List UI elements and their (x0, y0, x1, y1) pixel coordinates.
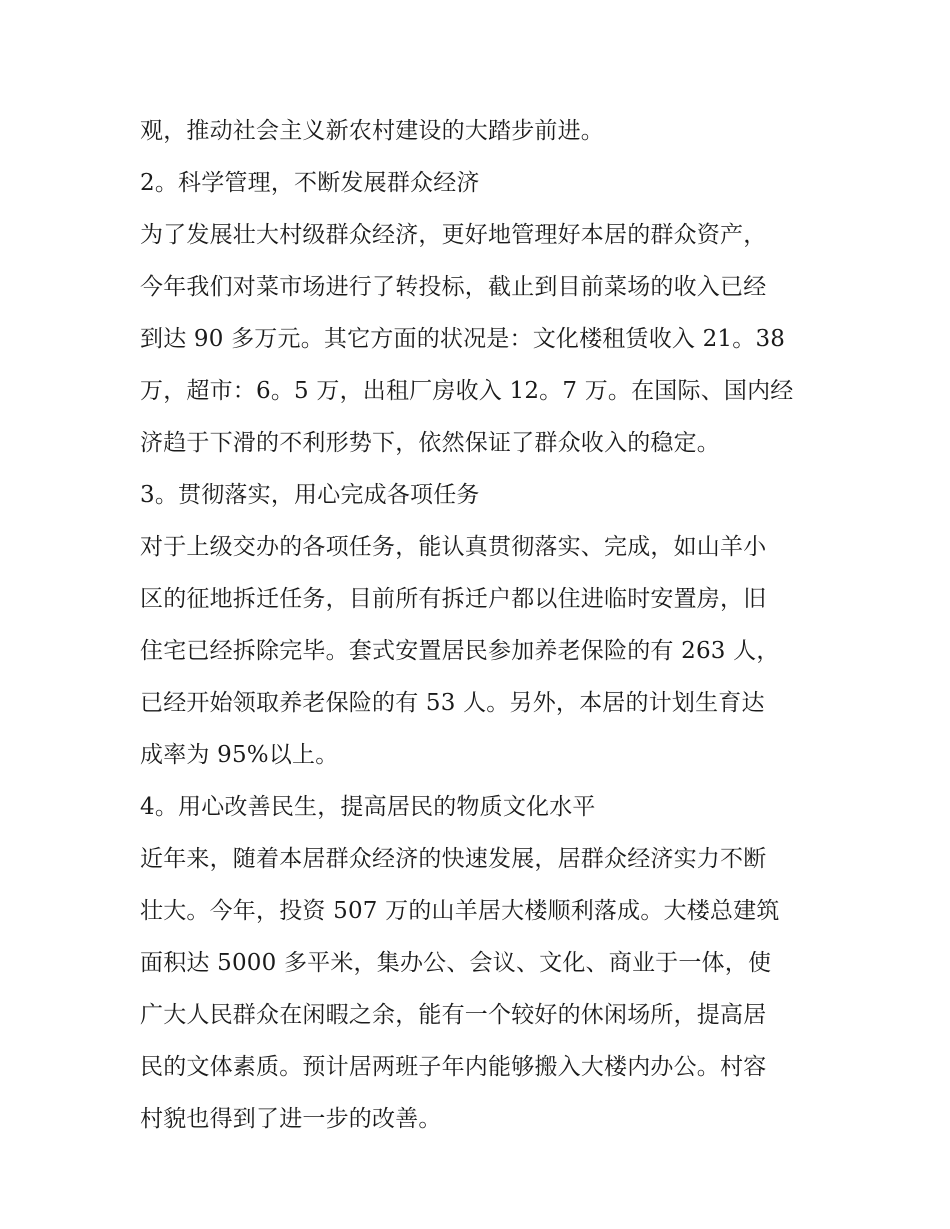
text-line: 面积达 5000 多平米，集办公、会议、文化、商业于一体，使 (140, 950, 772, 976)
section-heading: 3。贯彻落实，用心完成各项任务 (140, 482, 480, 508)
text-line: 对于上级交办的各项任务，能认真贯彻落实、完成，如山羊小 (140, 534, 767, 560)
text-line: 万，超市：6。5 万，出租厂房收入 12。7 万。在国际、国内经 (140, 378, 794, 404)
text-line: 壮大。今年，投资 507 万的山羊居大楼顺利落成。大楼总建筑 (140, 898, 780, 924)
text-line: 济趋于下滑的不利形势下，依然保证了群众收入的稳定。 (140, 430, 720, 456)
text-line: 到达 90 多万元。其它方面的状况是：文化楼租赁收入 21。38 (140, 326, 786, 352)
text-line: 广大人民群众在闲暇之余，能有一个较好的休闲场所，提高居 (140, 1002, 767, 1028)
text-line: 为了发展壮大村级群众经济，更好地管理好本居的群众资产， (140, 222, 767, 248)
text-line: 今年我们对菜市场进行了转投标，截止到目前菜场的收入已经 (140, 274, 767, 300)
text-line: 村貌也得到了进一步的改善。 (140, 1106, 442, 1132)
text-line: 观，推动社会主义新农村建设的大踏步前进。 (140, 118, 604, 144)
text-line: 区的征地拆迁任务，目前所有拆迁户都以住进临时安置房，旧 (140, 586, 767, 612)
text-line: 住宅已经拆除完毕。套式安置居民参加养老保险的有 263 人， (140, 638, 780, 664)
section-heading: 2。科学管理，不断发展群众经济 (140, 170, 480, 196)
text-line: 近年来，随着本居群众经济的快速发展，居群众经济实力不断 (140, 846, 767, 872)
text-line: 成率为 95%以上。 (140, 742, 339, 768)
text-line: 民的文体素质。预计居两班子年内能够搬入大楼内办公。村容 (140, 1054, 767, 1080)
section-heading: 4。用心改善民生，提高居民的物质文化水平 (140, 794, 596, 820)
document-body (140, 105, 820, 1145)
text-line: 已经开始领取养老保险的有 53 人。另外，本居的计划生育达 (140, 690, 765, 716)
